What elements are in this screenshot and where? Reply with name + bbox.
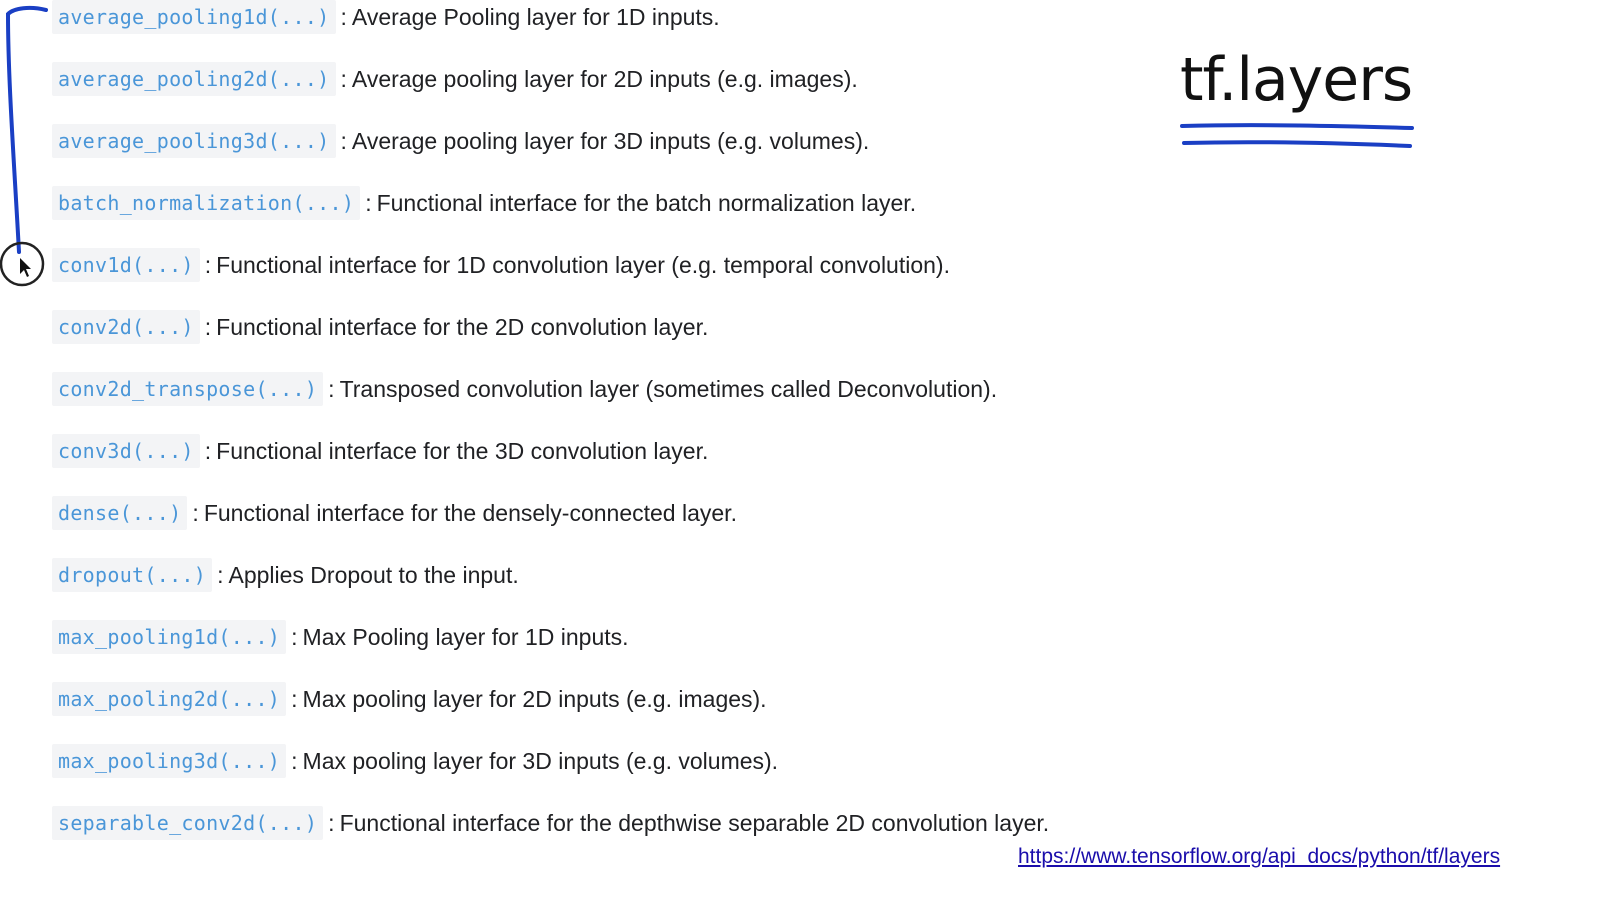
function-name-link[interactable]: dropout(...) xyxy=(52,558,212,592)
function-row xyxy=(52,620,629,654)
function-description: Average pooling layer for 3D inputs (e.g. volumes). xyxy=(351,128,870,154)
cursor-ring xyxy=(1,243,43,285)
function-description: Functional interface for the batch normalization layer. xyxy=(376,190,917,216)
function-name-link[interactable]: max_pooling1d(...) xyxy=(52,620,286,654)
title-underline-1 xyxy=(1182,125,1412,128)
function-name-link[interactable]: max_pooling2d(...) xyxy=(52,682,286,716)
function-row xyxy=(52,372,997,406)
function-name-link[interactable]: average_pooling2d(...) xyxy=(52,62,336,96)
function-description: Functional interface for the depthwise separable 2D convolution layer. xyxy=(339,810,1050,836)
separator: : xyxy=(291,686,298,712)
function-row xyxy=(52,434,708,468)
separator: : xyxy=(328,376,335,402)
source-link[interactable]: https://www.tensorflow.org/api_docs/python/tf/layers xyxy=(1018,845,1501,868)
function-row xyxy=(52,186,916,220)
function-description: Max Pooling layer for 1D inputs. xyxy=(302,624,629,650)
separator: : xyxy=(192,500,199,526)
function-row xyxy=(52,0,720,34)
function-name-link[interactable]: separable_conv2d(...) xyxy=(52,806,323,840)
function-name-link[interactable]: average_pooling3d(...) xyxy=(52,124,336,158)
function-description: Applies Dropout to the input. xyxy=(228,562,519,588)
function-name-link[interactable]: conv2d_transpose(...) xyxy=(52,372,323,406)
function-description: Functional interface for the densely-connected layer. xyxy=(203,500,737,526)
separator: : xyxy=(217,562,224,588)
function-row xyxy=(52,682,767,716)
function-row xyxy=(52,496,737,530)
function-row xyxy=(52,806,1049,840)
separator: : xyxy=(328,810,335,836)
separator: : xyxy=(204,252,212,278)
function-description: Average Pooling layer for 1D inputs. xyxy=(351,4,720,30)
bracket-annotation xyxy=(8,8,46,252)
function-description: Transposed convolution layer (sometimes called Deconvolution). xyxy=(339,376,998,402)
separator: : xyxy=(340,128,347,154)
separator: : xyxy=(340,4,347,30)
function-name-link[interactable]: conv1d(...) xyxy=(52,248,200,282)
function-name-link[interactable]: average_pooling1d(...) xyxy=(52,0,336,34)
separator: : xyxy=(204,314,212,340)
separator: : xyxy=(291,748,298,774)
function-description: Functional interface for the 3D convolution layer. xyxy=(216,438,709,464)
function-name-link[interactable]: conv3d(...) xyxy=(52,434,200,468)
function-description: Max pooling layer for 2D inputs (e.g. images). xyxy=(302,686,767,712)
function-name-link[interactable]: dense(...) xyxy=(52,496,187,530)
function-name-link[interactable]: conv2d(...) xyxy=(52,310,200,344)
title-underline-2 xyxy=(1184,142,1410,146)
cursor-arrow-icon xyxy=(20,258,31,277)
function-row xyxy=(52,62,858,96)
function-row xyxy=(52,558,519,592)
page-title: tf.layers xyxy=(1180,45,1413,115)
function-name-link[interactable]: max_pooling3d(...) xyxy=(52,744,286,778)
function-row xyxy=(52,744,778,778)
separator: : xyxy=(365,190,372,216)
function-row xyxy=(52,248,950,282)
function-name-link[interactable]: batch_normalization(...) xyxy=(52,186,360,220)
function-description: Average pooling layer for 2D inputs (e.g. images). xyxy=(351,66,858,92)
function-description: Functional interface for the 2D convolution layer. xyxy=(216,314,709,340)
function-description: Functional interface for 1D convolution layer (e.g. temporal convolution). xyxy=(216,252,950,278)
function-row xyxy=(52,310,708,344)
separator: : xyxy=(340,66,347,92)
separator: : xyxy=(204,438,212,464)
separator: : xyxy=(291,624,298,650)
function-row xyxy=(52,124,869,158)
function-description: Max pooling layer for 3D inputs (e.g. volumes). xyxy=(302,748,779,774)
